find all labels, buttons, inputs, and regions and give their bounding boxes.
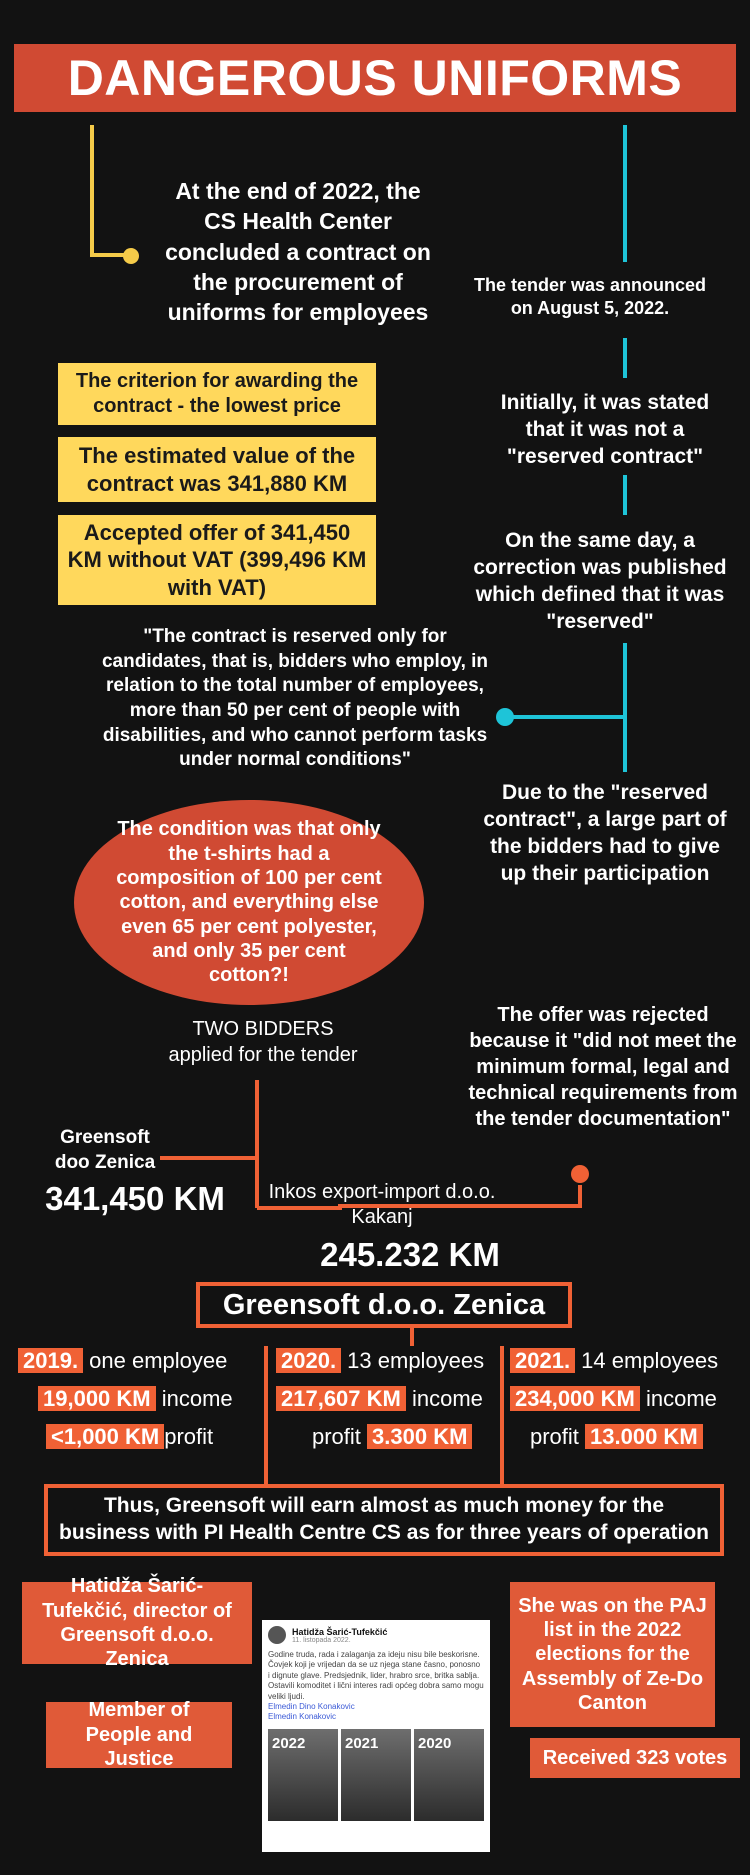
director-box: Hatidža Šarić-Tufekčić, director of Greensoft d.o.o. Zenica	[22, 1582, 252, 1664]
profit-value: 13.000 KM	[585, 1424, 703, 1449]
inkos-bidder-name: Inkos export-import d.o.o. Kakanj	[268, 1181, 496, 1228]
facebook-post	[262, 1620, 490, 1852]
member-box: Member of People and Justice	[46, 1702, 232, 1768]
intro-text	[138, 176, 458, 328]
greensoft-bidder-name: Greensoft doo Zenica	[54, 1127, 156, 1173]
post-photos	[268, 1729, 484, 1821]
timeline-correction: On the same day, a correction was published which defined that it was "reserved"	[473, 529, 727, 633]
reserved-quote: "The contract is reserved only for candidates, that is, bidders who employ, in relation to the total number of employees, more than 50 per cent of people with disabilities, and who cannot perform tasks under normal conditions"	[101, 626, 489, 771]
bidders-heading: TWO BIDDERS applied for the tender	[168, 1018, 358, 1066]
post-date: 11. listopada 2022.	[292, 1636, 351, 1644]
post-header	[268, 1626, 484, 1644]
post-link[interactable]: Elmedin Dino Konakovic	[268, 1701, 355, 1711]
photo-year: 2022	[272, 1734, 306, 1752]
timeline-consequence: Due to the "reserved contract", a large part of the bidders had to give up their participation	[483, 781, 727, 885]
timeline-announced: The tender was announced on August 5, 2022.	[473, 275, 707, 318]
income-value: 217,607 KM	[276, 1386, 406, 1411]
photo-year: 2021	[345, 1734, 379, 1752]
employees-text: one employee	[83, 1348, 228, 1373]
votes-box: Received 323 votes	[530, 1738, 740, 1778]
company-name: Greensoft d.o.o. Zenica	[222, 1288, 546, 1321]
profit-label: profit	[530, 1424, 586, 1449]
profit-label: profit	[164, 1424, 214, 1449]
estimated-value-box: The estimated value of the contract was 341,880 KM	[58, 437, 376, 502]
criterion-box: The criterion for awarding the contract - the lowest price	[58, 363, 376, 425]
income-label: income	[155, 1386, 233, 1411]
company-name-box	[196, 1282, 572, 1328]
intro-line: CS Health Center	[204, 208, 392, 235]
post-text: Godine truda, rada i zalaganja za ideju nisu bile beskorisne. Čovjek koji je vrijedan da se uz njega stane časno, ponosno i dignute glave. Predsjednik, lider, hrabro srce, britka sablja. Ostavili komoditet i lični interes radi općeg dobra samo mogu veliki ljudi.	[268, 1650, 484, 1701]
rejected-offer-text: The offer was rejected because it "did not meet the minimum formal, legal and technical requirements from the tender documentation"	[468, 1004, 738, 1130]
photo	[268, 1729, 338, 1821]
profit-label: profit	[312, 1424, 368, 1449]
employees-text: 14 employees	[575, 1348, 719, 1373]
photo	[341, 1729, 411, 1821]
intro-line: uniforms for employees	[167, 299, 429, 326]
conclusion-box	[44, 1484, 724, 1556]
year-label: 2020.	[276, 1348, 341, 1373]
profit-value: 3.300 KM	[367, 1424, 472, 1449]
income-value: 234,000 KM	[510, 1386, 640, 1411]
post-author-block	[292, 1627, 387, 1644]
paj-list-box: She was on the PAJ list in the 2022 elections for the Assembly of Ze-Do Canton	[510, 1582, 715, 1727]
inkos-bidder-amount: 245.232 KM	[320, 1236, 500, 1273]
photo	[414, 1729, 484, 1821]
greensoft-bidder-amount: 341,450 KM	[45, 1180, 225, 1217]
income-value: 19,000 KM	[38, 1386, 156, 1411]
post-link[interactable]: Elmedin Konakovic	[268, 1712, 337, 1722]
rejected-dot	[571, 1165, 589, 1183]
condition-oval: The condition was that only the t-shirts had a composition of 100 per cent cotton, and everything else even 65 per cent polyester, and only 35 per cent cotton?!	[74, 800, 424, 1005]
employees-text: 13 employees	[341, 1348, 485, 1373]
profit-value: <1,000 KM	[46, 1424, 164, 1449]
accepted-offer-box: Accepted offer of 341,450 KM without VAT (399,496 KM with VAT)	[58, 515, 376, 605]
year-label: 2021.	[510, 1348, 575, 1373]
income-label: income	[639, 1386, 717, 1411]
post-author: Hatidža Šarić-Tufekčić	[292, 1626, 388, 1637]
post-body	[268, 1650, 484, 1723]
timeline-initially: Initially, it was stated that it was not a "reserved contract"	[500, 391, 710, 468]
page-title: DANGEROUS UNIFORMS	[14, 44, 736, 112]
intro-line: the procurement of	[193, 269, 403, 296]
conclusion-text: Thus, Greensoft will earn almost as much money for the business with PI Health Centre CS as for three years of operation	[59, 1494, 709, 1544]
intro-line: At the end of 2022, the	[175, 178, 421, 204]
intro-line: concluded a contract on	[165, 238, 431, 265]
avatar	[268, 1626, 286, 1644]
income-label: income	[405, 1386, 483, 1411]
yellow-connector	[92, 125, 128, 255]
yellow-connector-dot	[123, 248, 139, 264]
photo-year: 2020	[418, 1734, 452, 1752]
cyan-dot	[496, 708, 514, 726]
year-label: 2019.	[18, 1348, 83, 1373]
